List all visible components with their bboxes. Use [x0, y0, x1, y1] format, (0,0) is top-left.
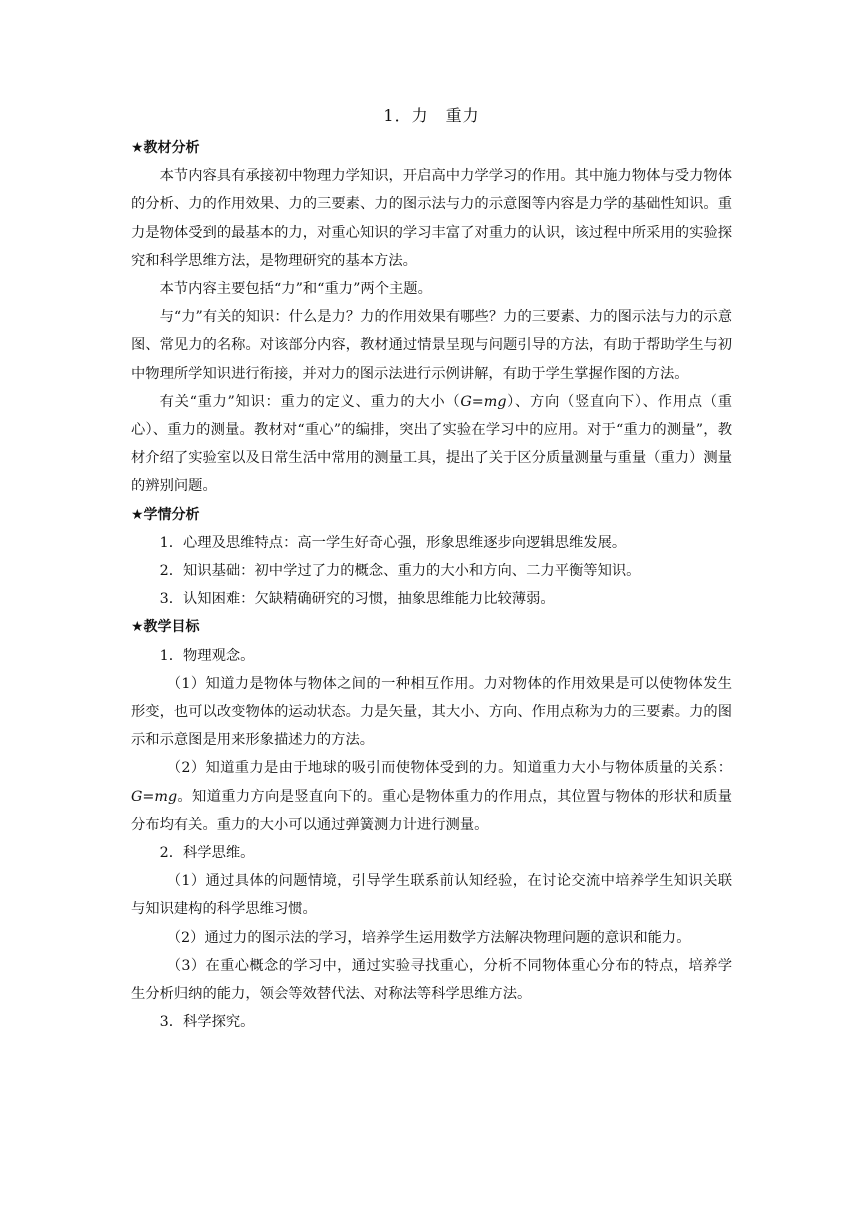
sub-item: （1）通过具体的问题情境，引导学生联系前认知经验，在讨论交流中培养学生知识关联与知识建构的科学思维习惯。 — [131, 873, 732, 918]
sub-item: （3）在重心概念的学习中，通过实验寻找重心，分析不同物体重心分布的特点，培养学生分析归纳的能力，领会等效替代法、对称法等科学思维方法。 — [131, 957, 732, 1003]
page-title: 1．力 重力 — [383, 106, 480, 125]
formula: G=mg — [460, 393, 507, 410]
paragraph: 本节内容具有承接初中物理力学知识，开启高中力学学习的作用。其中施力物体与受力物体的分析、力的作用效果、力的三要素、力的图示法与力的示意图等内容是力学的基础性知识。重力是物体受到的最基本的力，对重心知识的学习丰富了对重力的认识，该过程中所采用的实验探究和科学思维方法，是物理研究的基本方法。 — [131, 168, 732, 269]
sub-item: （2）通过力的图示法的学习，培养学生运用数学方法解决物理问题的意识和能力。 — [166, 929, 691, 946]
text-span: （2）知道重力是由于地球的吸引而使物体受到的力。知道重力大小与物体质量的关系： — [166, 760, 732, 777]
list-item: 3．认知困难：欠缺精确研究的习惯，抽象思维能力比较薄弱。 — [159, 591, 555, 608]
paragraph — [131, 388, 732, 501]
list-item: 1．心理及思维特点：高一学生好奇心强，形象思维逐步向逻辑思维发展。 — [159, 534, 627, 551]
text-span: ）、方向（竖直向下）、作用点（重心）、重力的测量。教材对“重心”的编排，突出了实验在学习中的应用。对于“重力的测量”，教材介绍了实验室以及日常生活中常用的测量工具，提出了关于区分质量测量与重量（重力）测量的辨别问题。 — [131, 393, 732, 495]
section-heading-goals: ★教学目标 — [131, 619, 200, 636]
sub-item: （1）知道力是物体与物体之间的一种相互作用。力对物体的作用效果是可以使物体发生形变，也可以改变物体的运动状态。力是矢量，其大小、方向、作用点称为力的三要素。力的图示和示意图是用来形象描述力的方法。 — [131, 675, 732, 749]
list-item: 2．科学思维。 — [159, 845, 255, 862]
list-item: 1．物理观念。 — [159, 647, 255, 664]
section-heading-students: ★学情分析 — [131, 506, 200, 523]
text-span: 。知道重力方向是竖直向下的。重心是物体重力的作用点，其位置与物体的形状和质量分布均有关。重力的大小可以通过弹簧测力计进行测量。 — [131, 788, 732, 833]
list-item: 3．科学探究。 — [159, 1014, 255, 1031]
sub-item — [131, 754, 732, 839]
paragraph: 与“力”有关的知识：什么是力？力的作用效果有哪些？力的三要素、力的图示法与力的示意图、常见力的名称。对该部分内容，教材通过情景呈现与问题引导的方法，有助于帮助学生与初中物理所学知识进行衔接，并对力的图示法进行示例讲解，有助于学生掌握作图的方法。 — [131, 309, 732, 382]
formula: G=mg — [131, 788, 178, 805]
section-heading-analysis: ★教材分析 — [131, 140, 200, 156]
paragraph: 本节内容主要包括“力”和“重力”两个主题。 — [159, 281, 432, 298]
list-item: 2．知识基础：初中学过了力的概念、重力的大小和方向、二力平衡等知识。 — [159, 563, 641, 580]
text-span: 有关“重力”知识：重力的定义、重力的大小（ — [159, 393, 461, 410]
